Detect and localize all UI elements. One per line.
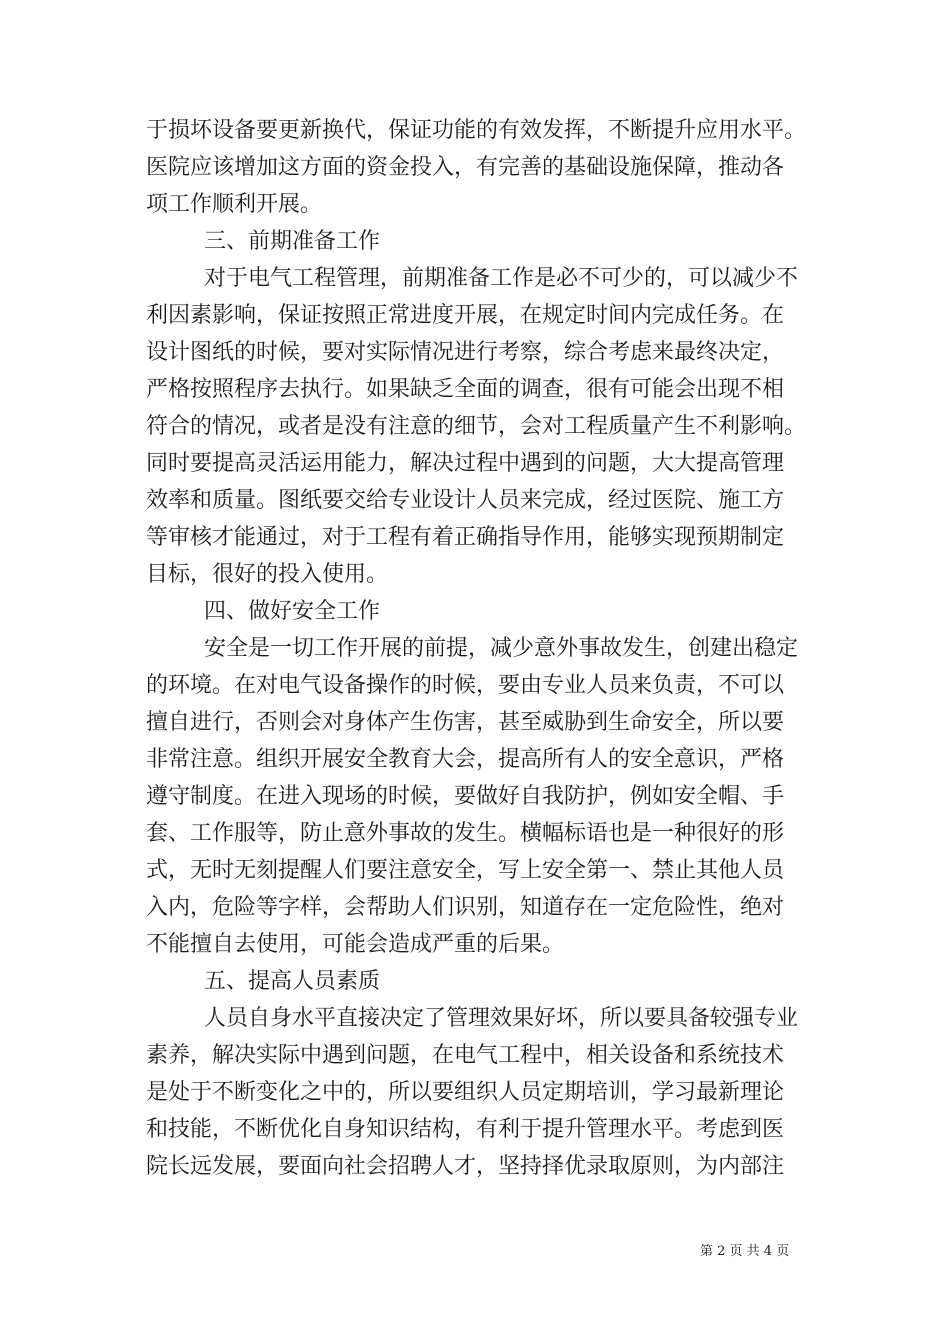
body-line: 式，无时无刻提醒人们要注意安全，写上安全第一、禁止其他人员 — [146, 858, 785, 883]
section-heading-3: 三、前期准备工作 — [204, 229, 381, 254]
body-line: 是处于不断变化之中的，所以要组织人员定期培训，学习最新理论 — [146, 1080, 785, 1105]
body-line: 严格按照程序去执行。如果缺乏全面的调查，很有可能会出现不相 — [146, 377, 785, 402]
body-line: 目标，很好的投入使用。 — [146, 562, 389, 587]
body-line: 遵守制度。在进入现场的时候，要做好自我防护，例如安全帽、手 — [146, 784, 785, 809]
body-line: 不能擅自去使用，可能会造成严重的后果。 — [146, 932, 565, 957]
body-line: 院长远发展，要面向社会招聘人才，坚持择优录取原则，为内部注 — [146, 1154, 785, 1179]
section-heading-4: 四、做好安全工作 — [204, 599, 381, 624]
body-line: 和技能，不断优化自身知识结构，有利于提升管理水平。考虑到医 — [146, 1117, 785, 1142]
body-line: 项工作顺利开展。 — [146, 192, 323, 217]
body-line: 套、工作服等，防止意外事故的发生。横幅标语也是一种很好的形 — [146, 821, 785, 846]
body-line: 入内，危险等字样，会帮助人们识别，知道存在一定危险性，绝对 — [146, 895, 785, 920]
body-line: 符合的情况，或者是没有注意的细节，会对工程质量产生不利影响。 — [146, 414, 807, 439]
body-line: 设计图纸的时候，要对实际情况进行考察，综合考虑来最终决定， — [146, 340, 785, 365]
section-heading-5: 五、提高人员素质 — [204, 969, 381, 994]
body-line: 人员自身水平直接决定了管理效果好坏，所以要具备较强专业 — [204, 1006, 799, 1031]
body-line: 效率和质量。图纸要交给专业设计人员来完成，经过医院、施工方 — [146, 488, 785, 513]
body-line: 同时要提高灵活运用能力，解决过程中遇到的问题，大大提高管理 — [146, 451, 785, 476]
body-line: 对于电气工程管理，前期准备工作是必不可少的，可以减少不 — [204, 266, 799, 291]
body-line: 安全是一切工作开展的前提，减少意外事故发生，创建出稳定 — [204, 636, 799, 661]
body-line: 素养，解决实际中遇到问题，在电气工程中，相关设备和系统技术 — [146, 1043, 785, 1068]
body-line: 等审核才能通过，对于工程有着正确指导作用，能够实现预期制定 — [146, 525, 785, 550]
body-line: 于损坏设备要更新换代，保证功能的有效发挥，不断提升应用水平。 — [146, 118, 807, 143]
page-number: 第 2 页 共 4 页 — [700, 1244, 790, 1259]
body-line: 医院应该增加这方面的资金投入，有完善的基础设施保障，推动各 — [146, 155, 785, 180]
body-line: 利因素影响，保证按照正常进度开展，在规定时间内完成任务。在 — [146, 303, 785, 328]
body-line: 非常注意。组织开展安全教育大会，提高所有人的安全意识，严格 — [146, 747, 785, 772]
body-line: 擅自进行，否则会对身体产生伤害，甚至威胁到生命安全，所以要 — [146, 710, 785, 735]
document-body — [146, 112, 811, 1185]
body-line: 的环境。在对电气设备操作的时候，要由专业人员来负责，不可以 — [146, 673, 785, 698]
